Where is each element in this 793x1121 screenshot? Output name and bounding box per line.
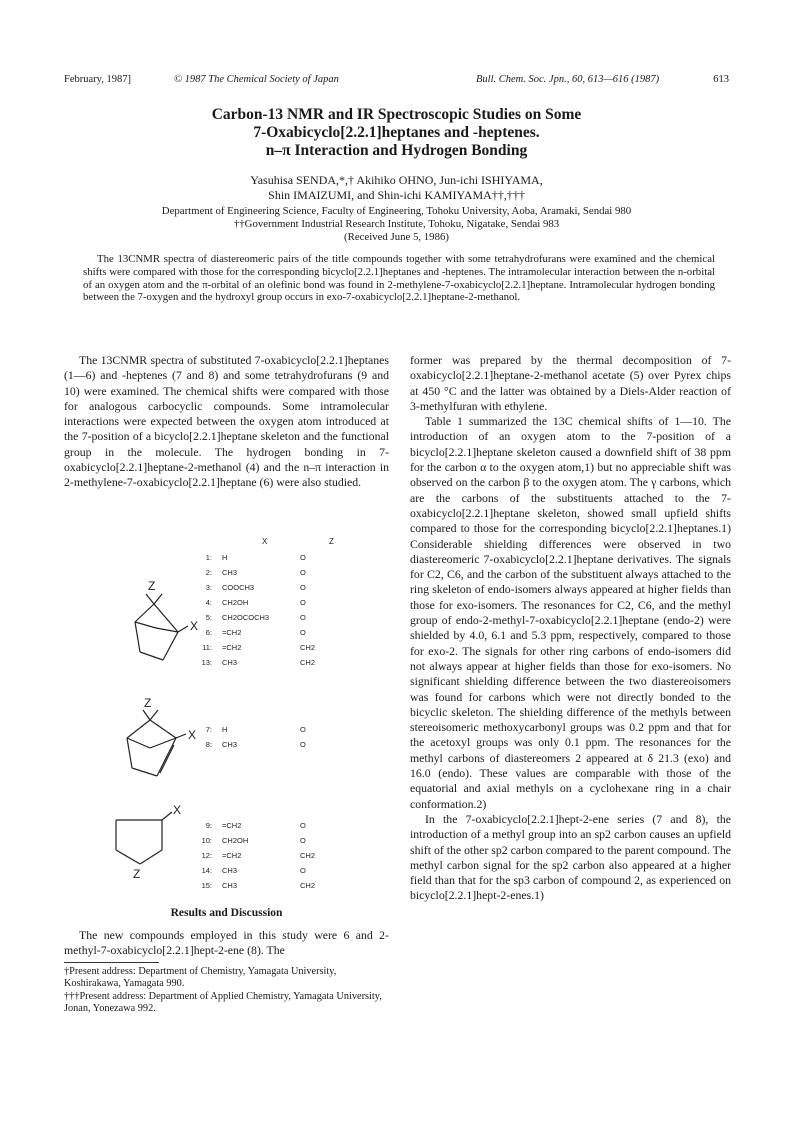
abstract: The 13CNMR spectra of diastereomeric pairs of the title compounds together with some tetrahydrofurans were examined and the chemical shifts were compared with those for the corresponding bicyclo[2.2.1]heptanes and -heptenes. The intramolecular interaction between the n-orbital of an oxygen atom and the π-orbital of an olefinic bond was found in 2-methylene-7-oxabicyclo[2.2.1]heptane. Intramolecular hydrogen bonding between the 7-oxygen and the hydroxyl group occurs in exo-7-oxabicyclo[2.2.1]heptane-2-methanol.: [83, 253, 715, 304]
author-list: [0, 173, 793, 203]
paper-title: [0, 106, 793, 160]
body-paragraph: former was prepared by the thermal decomposition of 7-oxabicyclo[2.2.1]heptane-2-methanol acetate (5) over Pyrex chips at 450 °C and the latter was obtained by a Diels-Alder reaction of 3-methylfuran with ethylene.: [410, 353, 731, 413]
struct-label-x: X: [188, 728, 197, 742]
affiliation-line: ††Government Industrial Research Institute, Tohoku, Nigatake, Sendai 983: [233, 218, 560, 230]
header-copyright: © 1987 The Chemical Society of Japan: [174, 74, 339, 85]
compound-table-group-3: 9: =CH2 O 10: CH2OH O 12: =CH2 CH2 14: CH3 O 15: CH3 CH2: [201, 821, 316, 890]
affiliation-line: Department of Engineering Science, Faculty of Engineering, Tohoku University, Aoba, Aramaki, Sendai 980: [161, 205, 632, 217]
footnote: †Present address: Department of Chemistry, Yamagata University, Koshirakawa, Yamagata 990.: [64, 966, 337, 990]
right-column: [410, 353, 731, 904]
header-journal: Bull. Chem. Soc. Jpn., 60, 613—616 (1987): [476, 74, 660, 85]
body-paragraph: Table 1 summarized the 13C chemical shifts of 1—10. The introduction of an oxygen atom to the 7-position of a bicyclo[2.2.1]heptane skeleton caused a downfield shift of 38 ppm for the carbon α to the oxygen atom,1) but no appreciable shift was observed on the carbon β to the oxygen atom. The γ carbons, which are the carbons of the substituents attached to the 7-oxabicyclo[2.2.1]heptane skeleton, showed small upfield shifts compared to those for the corresponding bicyclo[2.2.1]heptanes.1) Considerable shielding differences were observed in two diastereomeric 7-oxabicyclo[2.2.1]heptane derivatives. The signals for C2, C6, and the carbon of the substituent always attached to the ring skeleton of endo-isomers always appeared at higher fields than those for exo-isomers. The resonances for C2, C6, and the methyl group of endo-2-methyl-7-oxabicyclo[2.2.1]heptane (endo-2) were shielded by 4.0, 6.1 and 5.3 ppm, respectively, compared to those for exo-2. The signals for other ring carbons of endo-isomers did not always appear at higher fields than those for exo-isomers. No significant shielding difference between the two diastereoisomers was found for carbons which were not directly bonded to the bicyclic skeleton. The shielding difference of the methyls between stereoisomeric methoxycarbonyl groups was 0.2 ppm and that for the acetoxyl groups was only 0.1 ppm. The resonances for the methyl carbons of diastereomers 2 appeared at δ 21.3 (exo) and 16.0 (endo). These values are comparable with those of the equatorial and axial methyls on a cyclohexane ring in a chair conformation.2): [410, 414, 731, 811]
author-line: Shin IMAIZUMI, and Shin-ichi KAMIYAMA††,†††: [268, 188, 525, 202]
compound-figure: [90, 532, 410, 912]
struct-label-z: Z: [133, 867, 141, 881]
table-header-x: X: [262, 537, 268, 546]
header-page-number: 613: [713, 74, 729, 85]
results-paragraph: The new compounds employed in this study were 6 and 2-methyl-7-oxabicyclo[2.2.1]hept-2-ene (8). The: [64, 928, 389, 958]
received-date: (Received June 5, 1986): [344, 231, 449, 243]
header-date: February, 1987]: [64, 74, 131, 85]
struct-label-x: X: [173, 803, 182, 817]
footnote: †††Present address: Department of Applied Chemistry, Yamagata University, Jonan, Yonezawa 992.: [64, 990, 382, 1015]
struct-label-z: Z: [148, 580, 156, 593]
footnotes: [64, 966, 389, 1016]
intro-paragraph: The 13CNMR spectra of substituted 7-oxabicyclo[2.2.1]heptanes (1—6) and -heptenes (7 and 8) and some tetrahydrofurans (9 and 10) were examined. The chemical shifts were compared with those for analogous carbocyclic compounds. Some intramolecular interactions were expected between the oxygen atom introduced at the 7-position of a bicyclo[2.2.1]heptane skeleton and the functional group in the molecule. The hydrogen bonding in 7-oxabicyclo[2.2.1]heptane-2-methanol (4) and the n–π interaction in 2-methylene-7-oxabicyclo[2.2.1]heptane (6) were also studied.: [64, 353, 389, 490]
title-line: 7-Oxabicyclo[2.2.1]heptanes and -heptenes.: [253, 124, 540, 141]
left-column: [64, 353, 389, 491]
body-paragraph: In the 7-oxabicyclo[2.2.1]hept-2-ene series (7 and 8), the introduction of a methyl group into an sp2 carbon causes an upfield shift of the other sp2 carbon compared to the parent compound. The methyl carbon signal for the sp2 carbon also appeared at a higher field than that for the sp3 carbon of compound 2, as experienced on bicyclo[2.2.1]hept-2-enes.1): [410, 811, 731, 903]
section-heading: Results and Discussion: [170, 907, 283, 919]
compound-table-group-1: 1: H O 2: CH3 O 3: COOCH3 O 4: CH2OH O 5: CH2OCOCH3 O 6: =CH2 O 11: =CH2 CH2 13: CH3 CH2: [201, 553, 316, 667]
compound-table-group-2: 7: H O 8: CH3 O: [205, 725, 306, 749]
title-line: Carbon-13 NMR and IR Spectroscopic Studies on Some: [211, 106, 582, 123]
table-header-z: Z: [329, 537, 334, 546]
footnote-divider: [64, 962, 159, 963]
affiliations: [0, 205, 793, 244]
struct-label-z: Z: [144, 698, 152, 710]
struct-label-x: X: [190, 619, 199, 633]
title-line: n–π Interaction and Hydrogen Bonding: [265, 142, 528, 159]
author-line: Yasuhisa SENDA,*,† Akihiko OHNO, Jun-ichi ISHIYAMA,: [250, 173, 543, 187]
